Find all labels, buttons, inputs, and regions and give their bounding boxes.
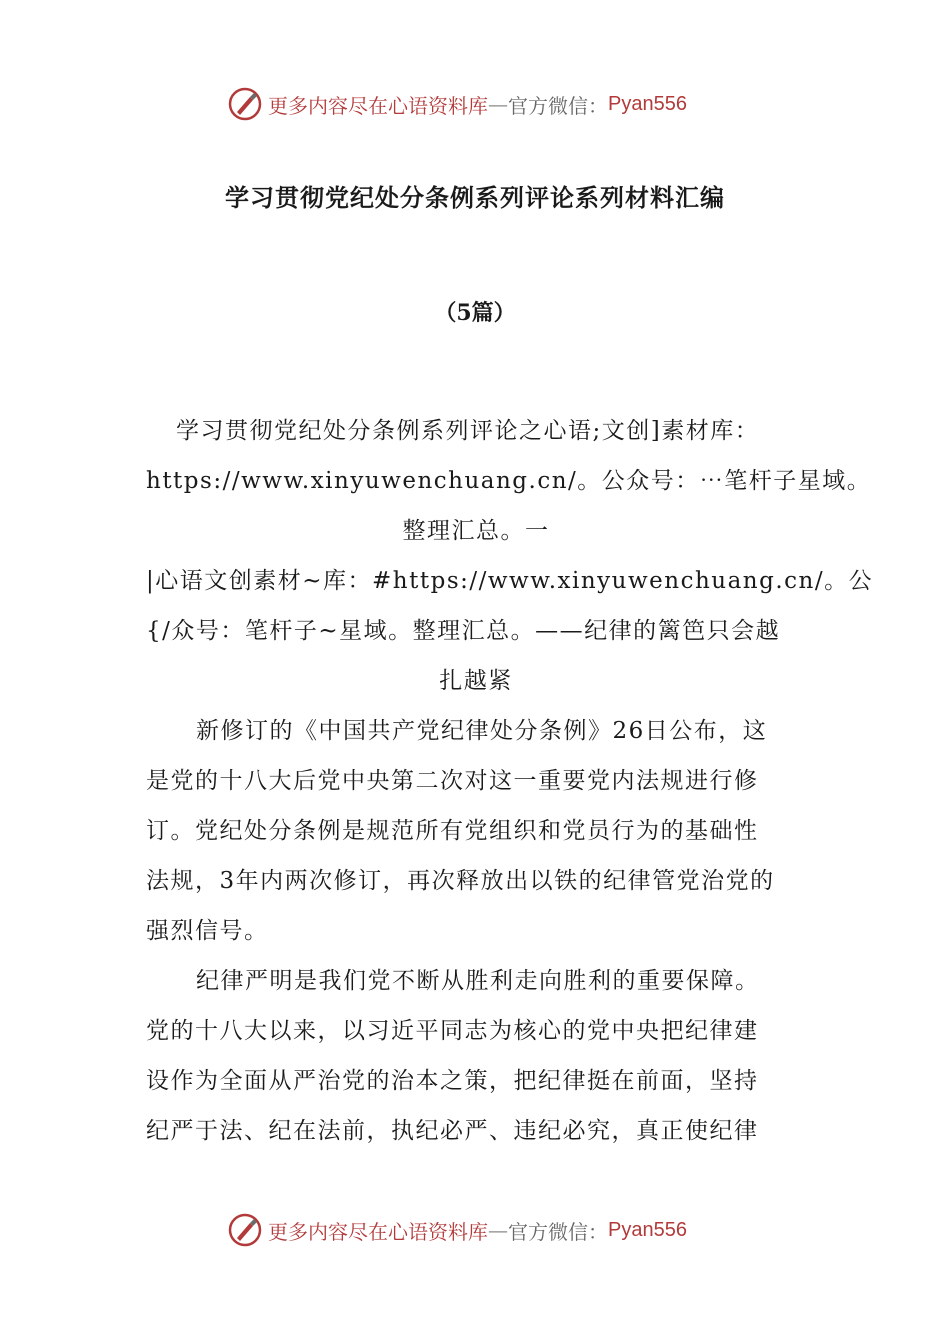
body-line: 扎越紧 [439,668,513,694]
footer-watermark-banner [228,1210,687,1250]
banner-separator: — [488,1218,508,1242]
banner-text: 更多内容尽在心语资料库 [268,1219,488,1244]
pen-logo-icon [228,1213,262,1247]
pen-logo-icon [228,87,262,121]
body-line: 新修订的《中国共产党纪律处分条例》26日公布，这 [196,718,768,744]
banner-wechat-label: 官方微信： [508,1219,608,1244]
banner-wechat-id: Pyan556 [608,1218,687,1241]
body-line: 纪严于法、纪在法前，执纪必严、违纪必究，真正使纪律 [146,1118,759,1144]
document-subtitle: （5篇） [434,300,516,326]
document-title: 学习贯彻党纪处分条例系列评论系列材料汇编 [225,183,725,212]
body-line: 订。党纪处分条例是规范所有党组织和党员行为的基础性 [146,818,759,844]
body-line: {/众号：笔杆子~星域。整理汇总。——纪律的篱笆只会越 [146,618,781,644]
body-line: 纪律严明是我们党不断从胜利走向胜利的重要保障。 [196,968,760,994]
body-line: 学习贯彻党纪处分条例系列评论之心语;文创]素材库： [176,418,760,444]
banner-separator: — [488,92,508,116]
body-line: 党的十八大以来，以习近平同志为核心的党中央把纪律建 [146,1018,759,1044]
body-line: 法规，3年内两次修订，再次释放出以铁的纪律管党治党的 [146,868,775,894]
banner-text: 更多内容尽在心语资料库 [268,93,488,118]
body-line: 强烈信号。 [146,918,269,944]
body-line: https://www.xinyuwenchuang.cn/。公众号：⋯笔杆子星域。 [146,468,872,494]
body-line: 设作为全面从严治党的治本之策，把纪律挺在前面，坚持 [146,1068,759,1094]
body-line: 是党的十八大后党中央第二次对这一重要党内法规进行修 [146,768,759,794]
body-line: 整理汇总。一 [402,518,550,544]
banner-wechat-id: Pyan556 [608,92,687,115]
body-line: |心语文创素材~库：#https://www.xinyuwenchuang.cn/。公 [146,568,874,594]
banner-wechat-label: 官方微信： [508,93,608,118]
header-watermark-banner [228,84,687,124]
